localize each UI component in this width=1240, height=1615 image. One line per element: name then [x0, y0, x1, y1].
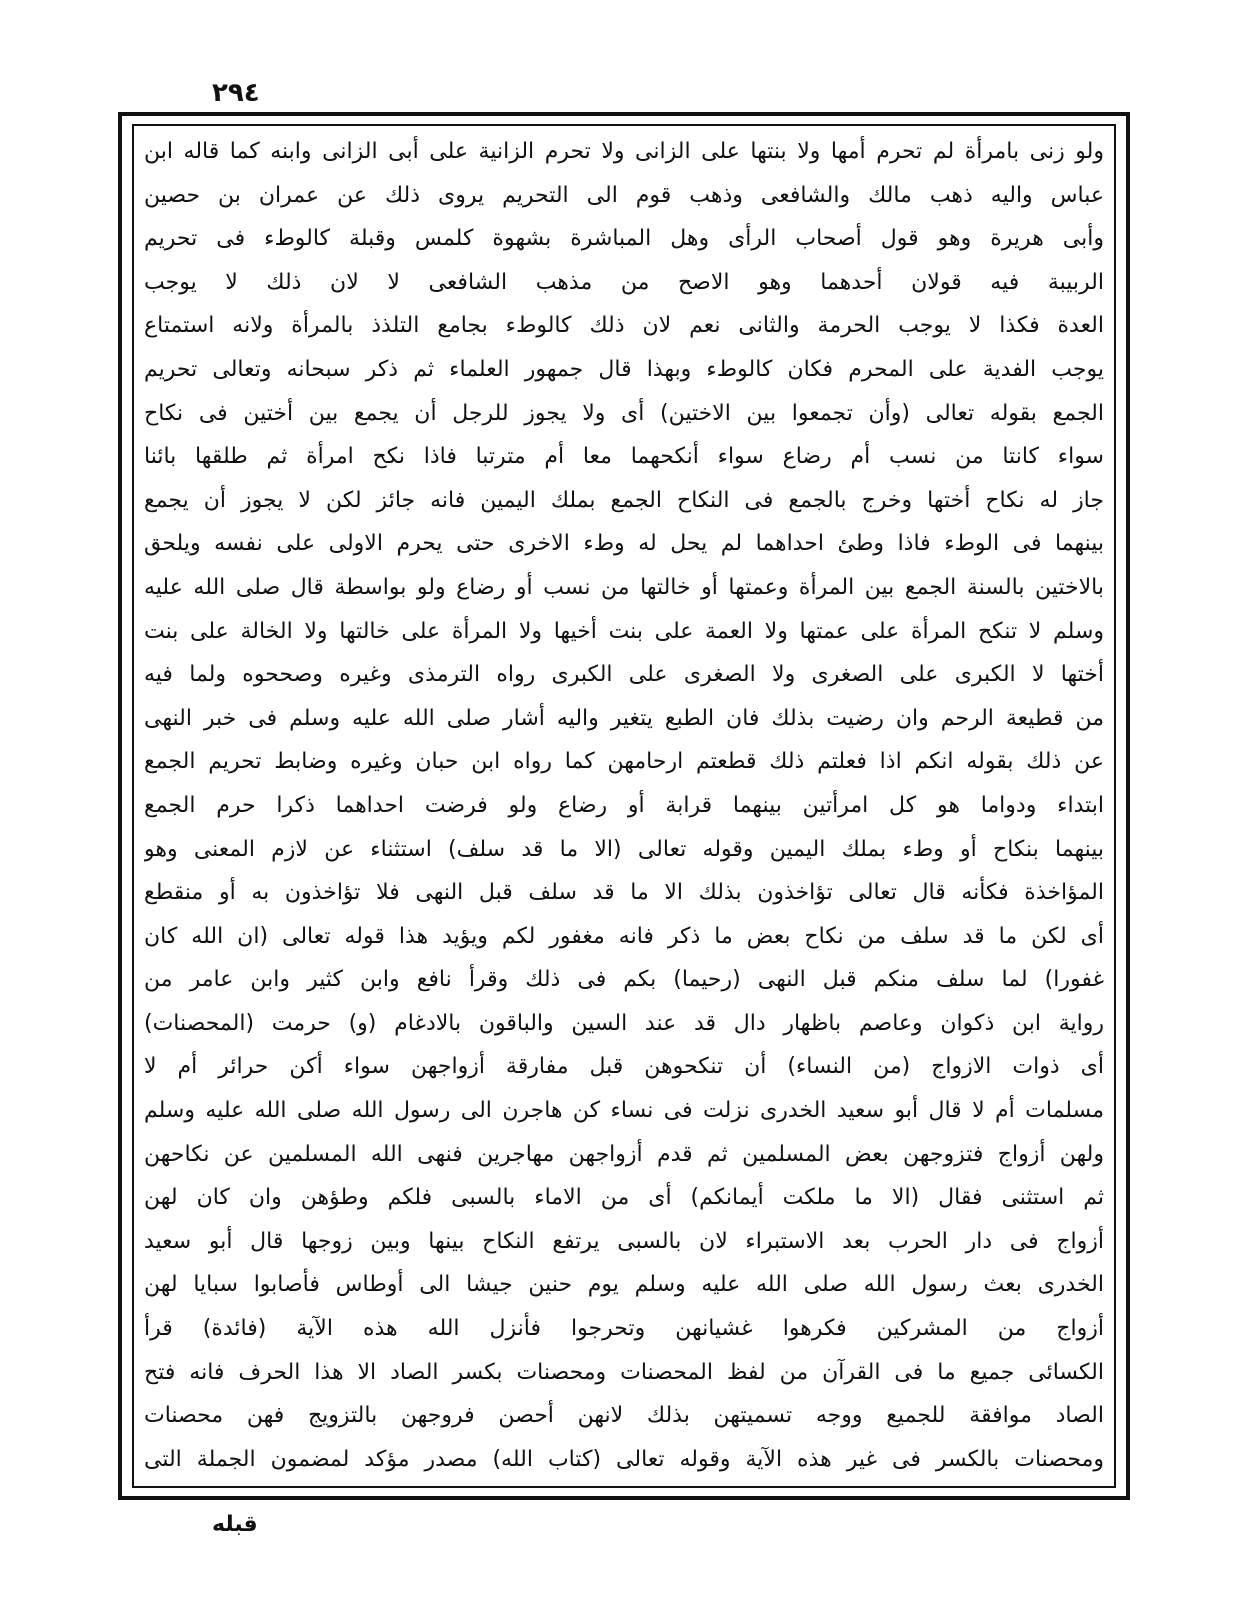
text-line: الربيبة فيه قولان أحدهما وهو الاصح من مذهب الشافعى لا لان ذلك لا يوجب	[144, 269, 1104, 295]
text-line: بينهما فى الوطء فاذا وطئ احداهما لم يحل له وطء الاخرى حتى يحرم الاولى على نفسه ويلحق	[144, 531, 1104, 557]
text-line: ابتداء ودواما هو كل امرأتين بينهما قرابة أو رضاع ولو فرضت احداهما ذكرا حرم الجمع	[144, 792, 1104, 818]
page-number: ٢٩٤	[212, 78, 260, 108]
text-line: ولو زنى بامرأة لم تحرم أمها ولا بنتها على الزانى ولا تحرم الزانية على أبى الزانى وابنه كما قاله ابن	[144, 139, 1104, 164]
text-line: رواية ابن ذكوان وعاصم باظهار دال قد عند السين والباقون بالادغام (و) حرمت (المحصنات)	[144, 1010, 1104, 1036]
text-line: غفورا) لما سلف منكم قبل النهى (رحيما) بكم فى ذلك وقرأ نافع وابن كثير وابن عامر من	[144, 967, 1104, 993]
text-line: سواء كانتا من نسب أم رضاع سواء أنكحهما معا أم مترتبا فاذا نكح امرأة ثم طلقها بائنا	[144, 444, 1104, 470]
text-line: عباس واليه ذهب مالك والشافعى وذهب قوم الى التحريم يروى ذلك عن عمران بن حصين	[144, 182, 1104, 208]
text-line: أى لكن ما قد سلف من نكاح بعض ما ذكر فانه مغفور لكم ويؤيد هذا قوله تعالى (ان الله كان	[144, 923, 1104, 949]
text-line: جاز له نكاح أختها وخرج بالجمع فى النكاح الجمع بملك اليمين فانه جائز لكن لا يجوز أن يجمع	[144, 487, 1104, 513]
text-line: أزواج من المشركين فكرهوا غشيانهن وتحرجوا فأنزل الله هذه الآية (فائدة) قرأ	[144, 1316, 1104, 1342]
text-line: ولهن أزواج فتزوجهن بعض المسلمين ثم قدم أزواجهن مهاجرين فنهى الله المسلمين عن نكاحهن	[144, 1141, 1104, 1167]
text-line: الخدرى بعث رسول الله صلى الله عليه وسلم يوم حنين جيشا الى أوطاس فأصابوا سبايا لهن	[144, 1272, 1104, 1298]
text-line: مسلمات أم لا قال أبو سعيد الخدرى نزلت فى نساء كن هاجرن الى رسول الله صلى الله عليه وسلم	[144, 1098, 1104, 1124]
text-line: أى ذوات الازواج (من النساء) أن تنكحوهن قبل مفارقة أزواجهن سواء أكن حرائر أم لا	[144, 1054, 1104, 1080]
text-line: بينهما بنكاح أو وطء بملك اليمين وقوله تعالى (الا ما قد سلف) استثناء عن لازم المعنى وهو	[144, 836, 1104, 862]
text-line: الصاد موافقة للجميع ووجه تسميتهن بذلك لانهن أحصن فروجهن بالتزويج فهن محصنات	[144, 1403, 1104, 1429]
text-block	[144, 134, 1104, 1478]
text-line: وسلم لا تنكح المرأة على عمتها ولا العمة على بنت أخيها ولا المرأة على خالتها ولا الخالة على بنت	[144, 618, 1104, 644]
page-frame-inner	[132, 124, 1116, 1488]
text-line: بالاختين بالسنة الجمع بين المرأة وعمتها أو خالتها من نسب أو رضاع ولو بواسطة قال صلى الله عليه	[144, 574, 1104, 600]
text-line: من قطيعة الرحم وان رضيت بذلك فان الطبع يتغير واليه أشار صلى الله عليه وسلم فى خبر النهى	[144, 705, 1104, 731]
text-line: الكسائى جميع ما فى القرآن من لفظ المحصنات ومحصنات بكسر الصاد الا هذا الحرف فانه فتح	[144, 1359, 1104, 1385]
text-line: أزواج فى دار الحرب بعد الاستبراء لان بالسبى يرتفع النكاح بينها وبين زوجها قال أبو سعيد	[144, 1228, 1104, 1254]
text-line: أختها لا الكبرى على الصغرى ولا الصغرى على الكبرى رواه الترمذى وغيره وصححوه ولما فيه	[144, 662, 1104, 688]
catchword: قبله	[212, 1512, 258, 1537]
text-line: يوجب الفدية على المحرم فكان كالوطء وبهذا قال جمهور العلماء ثم ذكر سبحانه وتعالى تحريم	[144, 356, 1104, 382]
text-line: ثم استثنى فقال (الا ما ملكت أيمانكم) أى من الاماء بالسبى فلكم وطؤهن وان كان لهن	[144, 1185, 1104, 1211]
text-line: المؤاخذة فكأنه قال تعالى تؤاخذون بذلك الا ما قد سلف قبل النهى فلا تؤاخذون به أو منقطع	[144, 880, 1104, 906]
text-line: ومحصنات بالكسر فى غير هذه الآية وقوله تعالى (كتاب الله) مصدر مؤكد لمضمون الجملة التى	[144, 1446, 1104, 1472]
text-line: العدة فكذا لا يوجب الحرمة والثانى نعم لان ذلك كالوطء بجامع التلذذ بالمرأة ولانه استمتاع	[144, 313, 1104, 339]
text-line: عن ذلك بقوله انكم اذا فعلتم ذلك قطعتم ارحامهن كما رواه ابن حبان وغيره وضابط تحريم الجمع	[144, 749, 1104, 775]
text-line: وأبى هريرة وهو قول أصحاب الرأى وهل المباشرة بشهوة كلمس وقبلة كالوطء فى تحريم	[144, 226, 1104, 252]
text-line: الجمع بقوله تعالى (وأن تجمعوا بين الاختين) أى ولا يجوز للرجل أن يجمع بين أختين فى نكاح	[144, 400, 1104, 426]
